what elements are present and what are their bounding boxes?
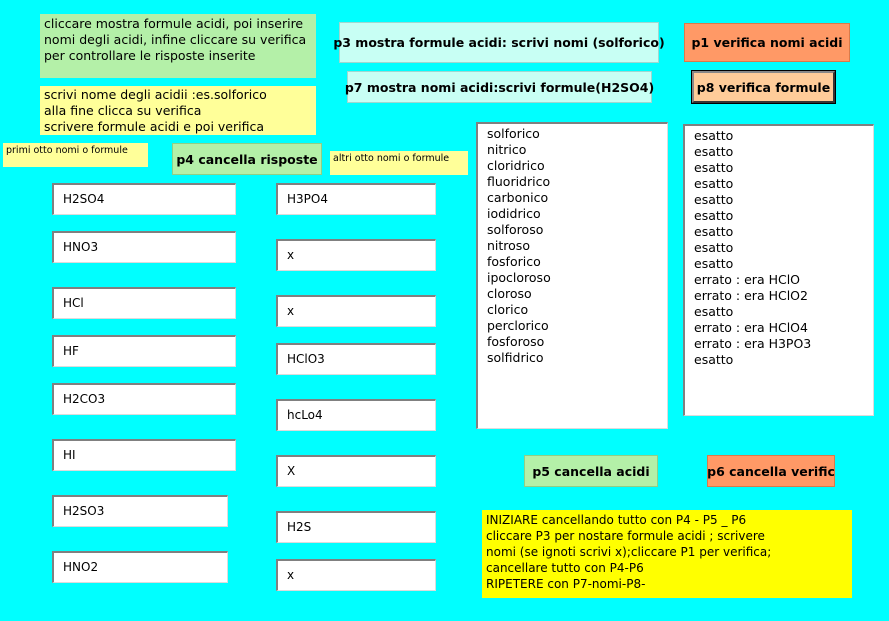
list-item: solforoso xyxy=(487,222,544,237)
answer-field-right-6[interactable]: X xyxy=(276,455,436,487)
list-item: iodidrico xyxy=(487,206,541,221)
list-item: esatto xyxy=(694,224,734,239)
list-item: cloroso xyxy=(487,286,532,301)
list-item: esatto xyxy=(694,208,734,223)
list-item: ipocloroso xyxy=(487,270,551,285)
p6-clear-verify-button[interactable]: p6 cancella verific xyxy=(707,455,835,487)
instruction-line: scrivi nome degli acidii :es.solforico xyxy=(44,87,267,102)
list-item: fosforico xyxy=(487,254,541,269)
list-item: fosforoso xyxy=(487,334,545,349)
answer-field-left-6[interactable]: HI xyxy=(52,439,236,471)
p1-verify-names-button[interactable]: p1 verifica nomi acidi xyxy=(684,23,850,62)
answer-field-left-4[interactable]: HF xyxy=(52,335,236,367)
list-item: esatto xyxy=(694,192,734,207)
answer-field-right-7[interactable]: H2S xyxy=(276,511,436,543)
list-item: solfidrico xyxy=(487,350,544,365)
list-item: nitrico xyxy=(487,142,527,157)
list-item: esatto xyxy=(694,144,734,159)
instruction-note-yellow xyxy=(40,86,316,135)
answer-field-left-8[interactable]: HNO2 xyxy=(52,551,228,583)
verification-results-list[interactable] xyxy=(683,124,874,416)
instruction-line: alla fine clicca su verifica xyxy=(44,103,202,118)
p7-show-names-button[interactable]: p7 mostra nomi acidi:scrivi formule(H2SO4) xyxy=(347,71,652,103)
answer-field-left-1[interactable]: H2SO4 xyxy=(52,183,236,215)
p4-clear-answers-button[interactable]: p4 cancella risposte xyxy=(172,143,322,175)
answer-field-right-4[interactable]: HClO3 xyxy=(276,343,436,375)
answer-field-left-2[interactable]: HNO3 xyxy=(52,231,236,263)
list-item: nitroso xyxy=(487,238,530,253)
list-item: errato : era H3PO3 xyxy=(694,336,812,351)
p8-verify-formulas-button[interactable]: p8 verifica formule xyxy=(692,71,835,103)
answer-field-left-5[interactable]: H2CO3 xyxy=(52,383,236,415)
answer-field-right-2[interactable]: x xyxy=(276,239,436,271)
label-first-eight: primi otto nomi o formule xyxy=(3,143,148,167)
list-item: fluoridrico xyxy=(487,174,551,189)
list-item: perclorico xyxy=(487,318,549,333)
acid-names-list[interactable] xyxy=(476,122,668,429)
list-item: esatto xyxy=(694,256,734,271)
answer-field-right-8[interactable]: x xyxy=(276,559,436,591)
instruction-line: scrivere formule acidi e poi verifica xyxy=(44,119,265,134)
p5-clear-acids-button[interactable]: p5 cancella acidi xyxy=(524,455,658,487)
list-item: esatto xyxy=(694,304,734,319)
list-item: esatto xyxy=(694,160,734,175)
list-item: cloridrico xyxy=(487,158,545,173)
instruction-line: cancellare tutto con P4-P6 xyxy=(486,561,644,575)
list-item: clorico xyxy=(487,302,529,317)
list-item: esatto xyxy=(694,176,734,191)
answer-field-right-3[interactable]: x xyxy=(276,295,436,327)
answer-field-left-3[interactable]: HCl xyxy=(52,287,236,319)
instruction-line: cliccare P3 per nostare formule acidi ; scrivere xyxy=(486,529,765,543)
answer-field-right-5[interactable]: hcLo4 xyxy=(276,399,436,431)
answer-field-left-7[interactable]: H2SO3 xyxy=(52,495,228,527)
label-other-eight: altri otto nomi o formule xyxy=(330,151,468,175)
instruction-line: cliccare mostra formule acidi, poi inserire xyxy=(44,16,304,31)
list-item: carbonico xyxy=(487,190,549,205)
list-item: esatto xyxy=(694,128,734,143)
list-item: solforico xyxy=(487,126,540,141)
instruction-line: INIZIARE cancellando tutto con P4 - P5 _ P6 xyxy=(486,513,747,527)
answer-field-right-1[interactable]: H3PO4 xyxy=(276,183,436,215)
list-item: errato : era HClO2 xyxy=(694,288,808,303)
list-item: esatto xyxy=(694,352,734,367)
list-item: errato : era HClO xyxy=(694,272,801,287)
list-item: esatto xyxy=(694,240,734,255)
instruction-line: RIPETERE con P7-nomi-P8- xyxy=(486,577,646,591)
instruction-line: per controllare le risposte inserite xyxy=(44,48,256,63)
instruction-note-bottom xyxy=(482,510,852,598)
instruction-line: nomi (se ignoti scrivi x);cliccare P1 per verifica; xyxy=(486,545,772,559)
list-item: errato : era HClO4 xyxy=(694,320,808,335)
instruction-note-green xyxy=(40,14,316,78)
p3-show-formulas-button[interactable]: p3 mostra formule acidi: scrivi nomi (solforico) xyxy=(339,22,659,63)
instruction-line: nomi degli acidi, infine cliccare su verifica xyxy=(44,32,307,47)
